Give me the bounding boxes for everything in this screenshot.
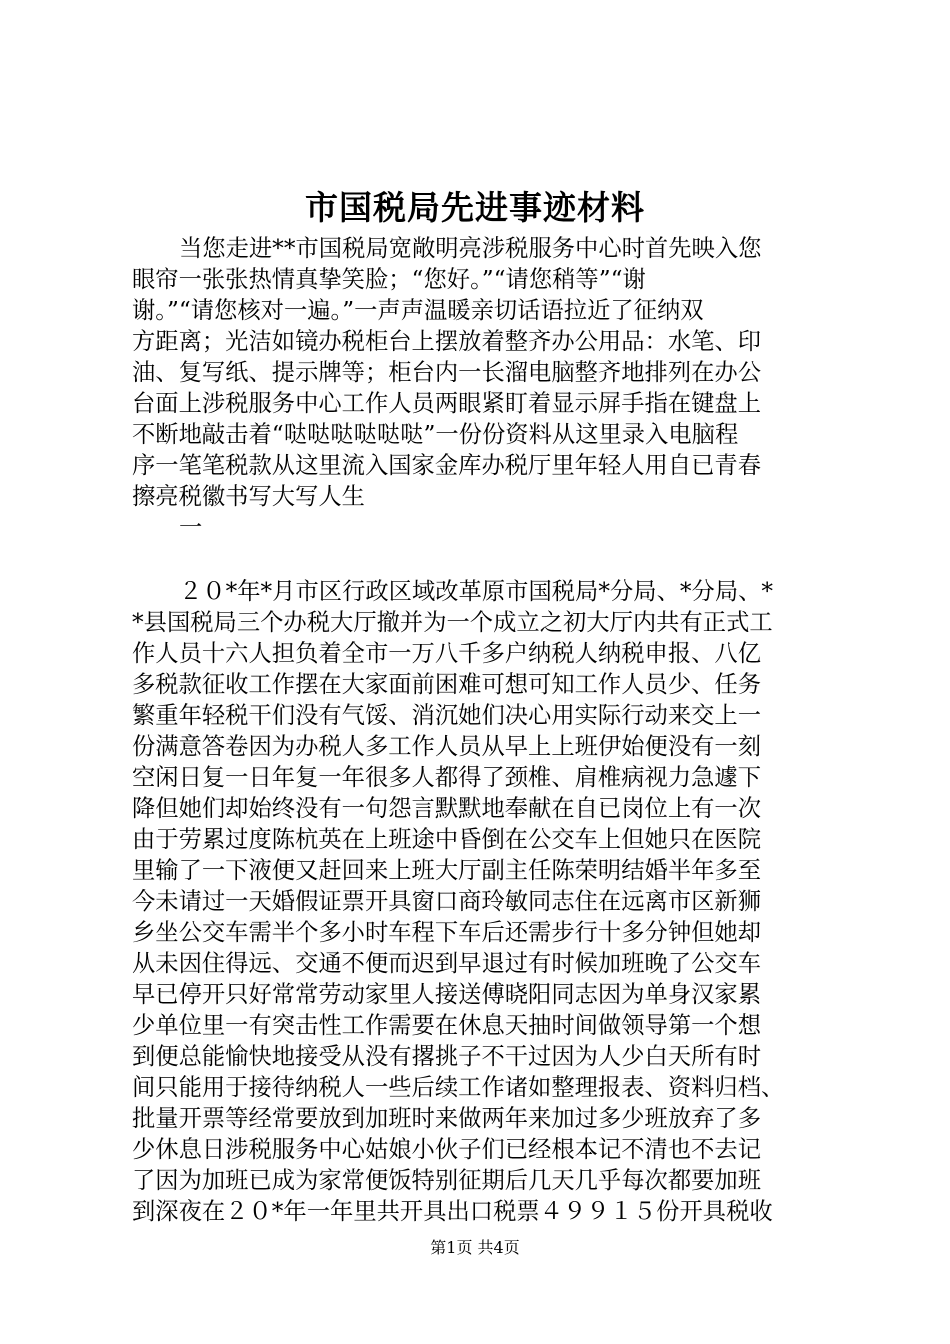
paragraph-line: 台面上涉税服务中心工作人员两眼紧盯着显示屏手指在键盘上 (132, 390, 762, 417)
paragraph-line: 从未因住得远、交通不便而迟到早退过有时候加班晚了公交车 (132, 950, 762, 977)
paragraph-line: 擦亮税徽书写大写人生 (132, 483, 365, 510)
paragraph-line: 到便总能愉快地接受从没有撂挑子不干过因为人少白天所有时 (132, 1043, 762, 1070)
section-number: 一 (179, 514, 203, 541)
paragraph-line: 作人员十六人担负着全市一万八千多户纳税人纳税申报、八亿 (132, 640, 762, 667)
paragraph-line: 少休息日涉税服务中心姑娘小伙子们已经根本记不清也不去记 (132, 1136, 762, 1163)
paragraph-line: 由于劳累过度陈杭英在上班途中昏倒在公交车上但她只在医院 (132, 826, 762, 853)
paragraph-line: 眼帘一张张热情真挚笑脸；“您好。”“请您稍等”“谢 (132, 266, 646, 293)
paragraph-line: 不断地敲击着“哒哒哒哒哒哒”一份份资料从这里录入电脑程 (132, 421, 739, 448)
paragraph-line: 批量开票等经常要放到加班时来做两年来加过多少班放弃了多 (132, 1105, 762, 1132)
paragraph-line: 降但她们却始终没有一句怨言默默地奉献在自已岗位上有一次 (132, 795, 762, 822)
paragraph-line: 今未请过一天婚假证票开具窗口商玲敏同志住在远离市区新狮 (132, 888, 762, 915)
paragraph-line: *县国税局三个办税大厅撤并为一个成立之初大厅内共有正式工 (132, 609, 773, 636)
document-body (132, 233, 832, 1227)
paragraph-line: 繁重年轻税干们没有气馁、消沉她们决心用实际行动来交上一 (132, 702, 762, 729)
paragraph-line: 多税款征收工作摆在大家面前困难可想可知工作人员少、任务 (132, 671, 762, 698)
paragraph-line: 空闲日复一日年复一年很多人都得了颈椎、肩椎病视力急遽下 (132, 764, 762, 791)
document-title: 市国税局先进事迹材料 (305, 188, 645, 227)
paragraph-line: 间只能用于接待纳税人一些后续工作诸如整理报表、资料归档、 (132, 1074, 785, 1101)
paragraph-line: 乡坐公交车需半个多小时车程下车后还需步行十多分钟但她却 (132, 919, 762, 946)
paragraph-line: 方距离；光洁如镜办税柜台上摆放着整齐办公用品：水笔、印 (132, 328, 762, 355)
paragraph-line: 序一笔笔税款从这里流入国家金库办税厅里年轻人用自已青春 (132, 452, 762, 479)
paragraph-line: 了因为加班已成为家常便饭特别征期后几天几乎每次都要加班 (132, 1167, 762, 1194)
paragraph-line: 早已停开只好常常劳动家里人接送傅晓阳同志因为单身汉家累 (132, 981, 762, 1008)
paragraph-line: 油、复写纸、提示牌等；柜台内一长溜电脑整齐地排列在办公 (132, 359, 762, 386)
paragraph-line: 份满意答卷因为办税人多工作人员从早上上班伊始便没有一刻 (132, 733, 762, 760)
paragraph-line: 谢。”“请您核对一遍。”一声声温暖亲切话语拉近了征纳双 (132, 297, 704, 324)
paragraph-line: ２０*年*月市区行政区域改革原市国税局*分局、*分局、* (179, 578, 774, 605)
blank-line (132, 543, 832, 576)
paragraph-line: 当您走进**市国税局宽敞明亮涉税服务中心时首先映入您 (179, 235, 762, 262)
page-footer: 第1页 共4页 (430, 1238, 520, 1257)
paragraph-line: 少单位里一有突击性工作需要在休息天抽时间做领导第一个想 (132, 1012, 762, 1039)
paragraph-line: 到深夜在２０*年一年里共开具出口税票４９９１５份开具税收 (132, 1198, 773, 1225)
paragraph-line: 里输了一下液便又赶回来上班大厅副主任陈荣明结婚半年多至 (132, 857, 762, 884)
